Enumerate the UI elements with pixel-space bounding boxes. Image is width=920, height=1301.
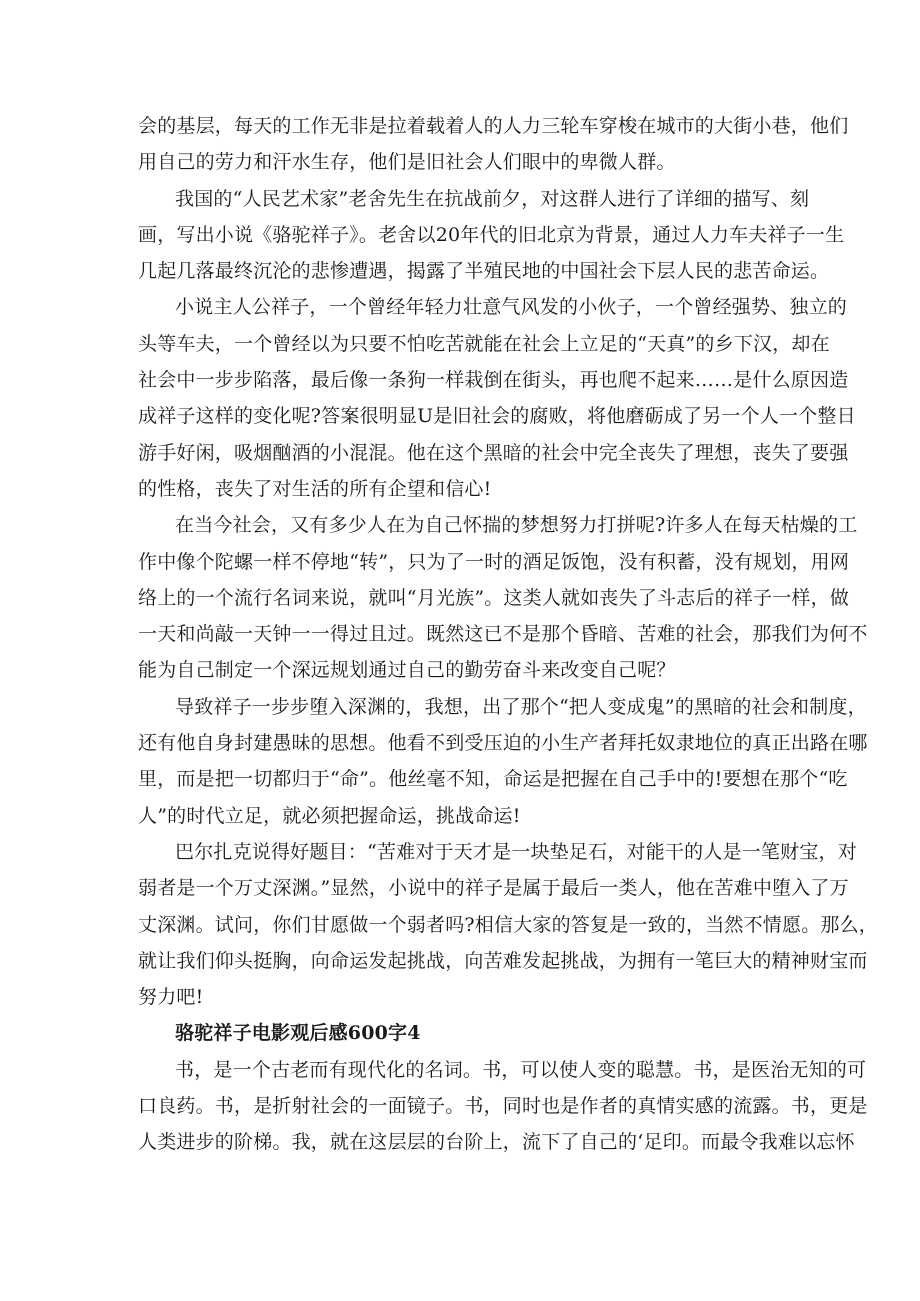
document-body	[138, 108, 878, 1161]
text-line: 书，是一个古老而有现代化的名词。书，可以使人变的聪慧。书，是医治无知的可	[175, 1058, 867, 1081]
text-line: 络上的一个流行名词来说，就叫“月光族”。这类人就如丧失了斗志后的祥子一样，做	[138, 586, 850, 609]
text-line: 的性格，丧失了对生活的所有企望和信心!	[138, 477, 492, 500]
paragraph	[138, 689, 868, 834]
text-line: 人类进步的阶梯。我，就在这层层的台阶上，流下了自己的‘足印。而最令我难以忘怀	[138, 1131, 855, 1154]
text-line: 会的基层，每天的工作无非是拉着载着人的人力三轮车穿梭在城市的大街小巷，他们	[138, 115, 849, 137]
text-line: 人”的时代立足，就必须把握命运，挑战命运!	[138, 804, 521, 827]
text-line: 能为自己制定一个深远规划通过自己的勤劳奋斗来改变自己呢？	[138, 659, 676, 682]
text-line: 一天和尚敲一天钟一一得过且过。既然这已不是那个昏暗、苦难的社会，那我们为何不	[138, 623, 868, 646]
text-line: 巴尔扎克说得好题目：“苦难对于天才是一块垫足石，对能干的人是一笔财宝，对	[175, 840, 857, 863]
paragraph	[138, 1052, 868, 1161]
text-line: 画，写出小说《骆驼祥子》。老舍以20年代的旧北京为背景，通过人力车夫祥子一生	[138, 223, 845, 246]
text-line: 在当今社会，又有多少人在为自己怀揣的梦想努力打拼呢?许多人在每天枯燥的工	[175, 514, 858, 537]
text-line: 口良药。书，是折射社会的一面镜子。书，同时也是作者的真情实感的流露。书，更是	[138, 1095, 868, 1118]
text-line: 就让我们仰头挺胸，向命运发起挑战，向苦难发起挑战，为拥有一笔巨大的精神财宝而	[138, 949, 868, 972]
text-line: 游手好闲，吸烟酗酒的小混混。他在这个黑暗的社会中完全丧失了理想，丧失了要强	[138, 441, 849, 464]
section-heading	[138, 1015, 783, 1051]
text-line: 弱者是一个万丈深渊。”显然，小说中的祥子是属于最后一类人，他在苦难中堕入了万	[138, 877, 849, 900]
text-line: 小说主人公祥子，一个曾经年轻力壮意气风发的小伙子，一个曾经强势、独立的	[175, 296, 848, 319]
text-line: 作中像个陀螺一样不停地“转”，只为了一时的酒足饭饱，没有积蓄，没有规划，用网	[138, 550, 850, 573]
text-line: 努力吧!	[138, 986, 204, 1009]
paragraph	[138, 289, 856, 507]
paragraph	[138, 108, 849, 181]
text-line: 用自己的劳力和汗水生存，他们是旧社会人们眼中的卑微人群。	[138, 151, 676, 174]
text-line: 丈深渊。试问，你们甘愿做一个弱者吗?相信大家的答复是一致的，当然不情愿。那么，	[138, 913, 878, 936]
text-line: 还有他自身封建愚昧的思想。他看不到受压迫的小生产者拜托奴隶地位的真正出路在哪	[138, 732, 868, 755]
heading-text: 骆驼祥子电影观后感600字4	[175, 1022, 421, 1045]
text-line: 社会中一步步陷落，最后像一条狗一样栽倒在街头，再也爬不起来……是什么原因造	[138, 369, 849, 392]
text-line: 几起几落最终沉沦的悲惨遭遇，揭露了半殖民地的中国社会下层人民的悲苦命运。	[138, 260, 830, 283]
text-line: 成祥子这样的变化呢?答案很明显U是旧社会的腐败，将他磨砺成了另一个人一个整日	[138, 405, 856, 428]
text-line: 里，而是把一切都归于“命”。他丝毫不知，命运是把握在自己手中的!要想在那个“吃	[138, 768, 848, 791]
text-line: 头等车夫，一个曾经以为只要不怕吃苦就能在社会上立足的“天真”的乡下汉，却在	[138, 332, 830, 355]
text-line: 我国的“人民艺术家”老舍先生在抗战前夕，对这群人进行了详细的描写、刻	[175, 187, 810, 210]
text-line: 导致祥子一步步堕入深渊的，我想，出了那个“把人变成鬼”的黑暗的社会和制度，	[175, 695, 867, 718]
paragraph	[138, 181, 845, 290]
paragraph	[138, 834, 878, 1015]
paragraph	[138, 507, 868, 688]
